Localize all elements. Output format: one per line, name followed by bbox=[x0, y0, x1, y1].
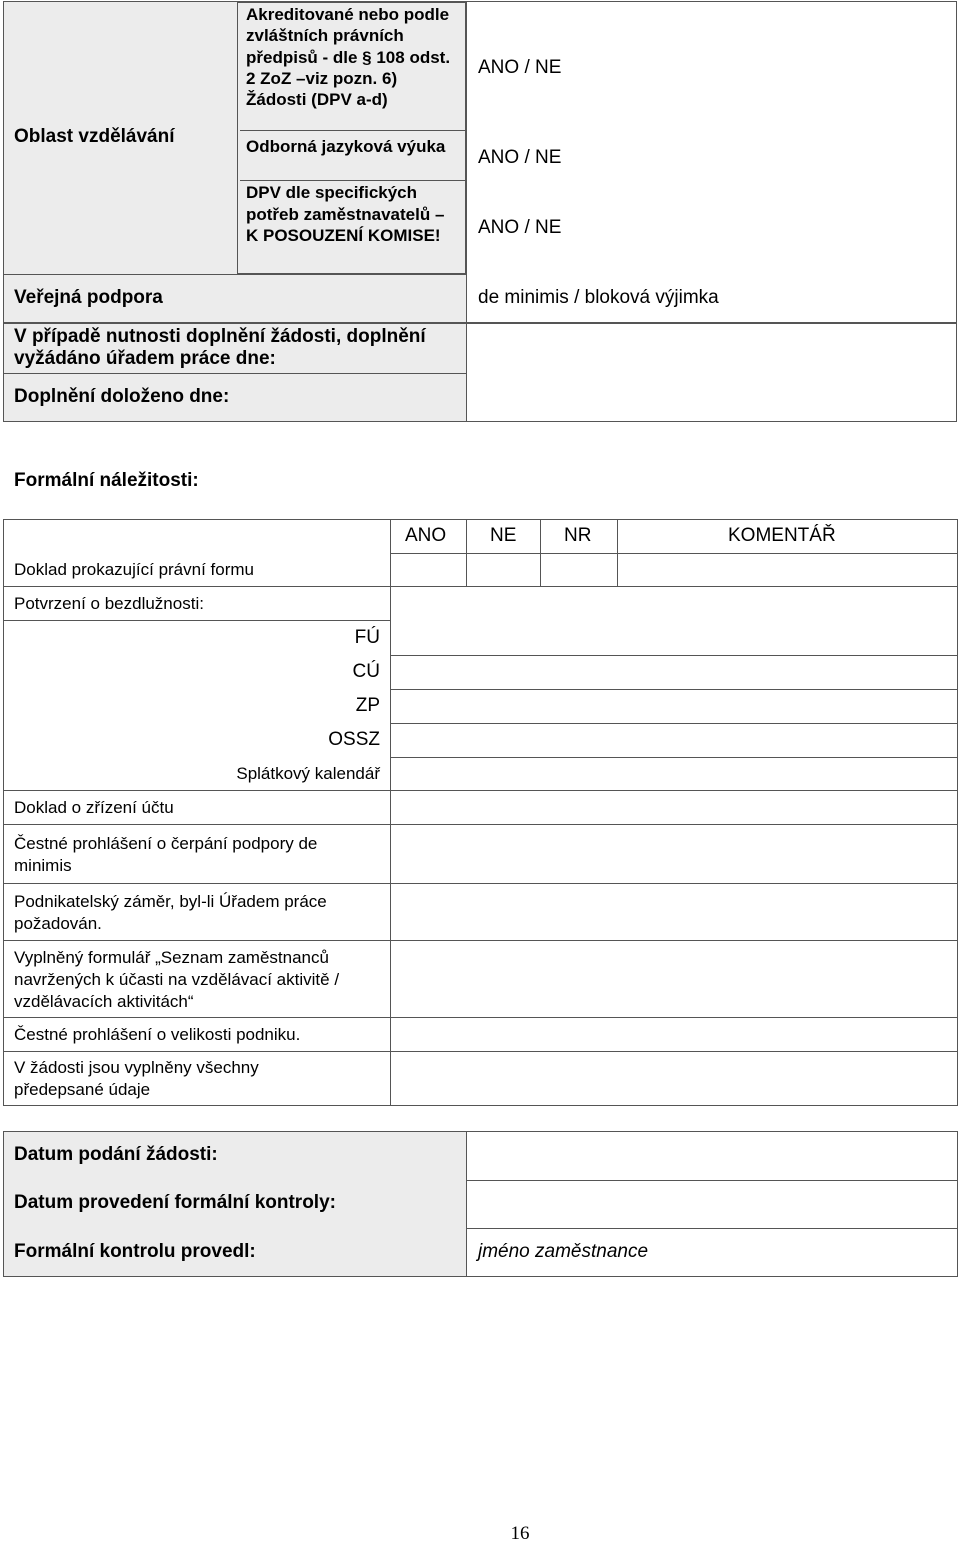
divider bbox=[4, 620, 390, 621]
area-answer-2[interactable]: ANO / NE bbox=[478, 147, 562, 168]
divider bbox=[4, 322, 957, 324]
divider bbox=[4, 1017, 958, 1018]
area-answer-1[interactable]: ANO / NE bbox=[478, 57, 562, 78]
row-company-size: Čestné prohlášení o velikosti podniku. bbox=[14, 1025, 301, 1044]
divider bbox=[4, 824, 958, 825]
divider bbox=[390, 689, 958, 690]
column-header-ano: ANO bbox=[405, 525, 447, 546]
page-number: 16 bbox=[510, 1523, 530, 1544]
divider bbox=[4, 940, 958, 941]
row-no-debt: Potvrzení o bezdlužnosti: bbox=[14, 594, 204, 613]
row-deminimis: Čestné prohlášení o čerpání podpory de minimis bbox=[14, 834, 318, 875]
row-cu: CÚ bbox=[352, 661, 380, 682]
area-option-language: Odborná jazyková výuka bbox=[246, 137, 446, 156]
divider bbox=[466, 1180, 958, 1181]
divider bbox=[4, 790, 958, 791]
divider bbox=[390, 757, 958, 758]
divider bbox=[240, 130, 466, 131]
divider bbox=[466, 1131, 467, 1277]
row-zp: ZP bbox=[355, 695, 380, 716]
row-employee-list: Vyplněný formulář „Seznam zaměstnanců navržených k účasti na vzdělávací aktivitě / vzdělávacích aktivitách“ bbox=[14, 948, 340, 1011]
divider bbox=[4, 1051, 958, 1052]
row-ossz: OSSZ bbox=[328, 729, 380, 750]
divider bbox=[4, 373, 466, 374]
divider bbox=[4, 883, 958, 884]
divider bbox=[466, 1, 467, 422]
supplement-request-label: V případě nutnosti doplnění žádosti, doplnění vyžádáno úřadem práce dne: bbox=[14, 326, 426, 369]
column-header-nr: NR bbox=[564, 525, 592, 546]
submission-date-label: Datum podání žádosti: bbox=[14, 1144, 218, 1165]
area-label: Oblast vzdělávání bbox=[14, 126, 175, 147]
row-fu: FÚ bbox=[354, 627, 380, 648]
column-header-ne: NE bbox=[490, 525, 517, 546]
divider bbox=[390, 655, 958, 656]
area-option-accredited: Akreditované nebo podle zvláštních právních předpisů - dle § 108 odst. 2 ZoZ –viz pozn. 6) Žádosti (DPV a-d) bbox=[246, 5, 451, 110]
checked-by-label: Formální kontrolu provedl: bbox=[14, 1241, 256, 1262]
divider bbox=[390, 723, 958, 724]
check-date-label: Datum provedení formální kontroly: bbox=[14, 1192, 336, 1213]
divider bbox=[240, 180, 466, 181]
row-legal-form: Doklad prokazující právní formu bbox=[14, 560, 254, 579]
row-installments: Splátkový kalendář bbox=[236, 764, 380, 783]
checked-by-value[interactable]: jméno zaměstnance bbox=[478, 1241, 649, 1262]
divider bbox=[4, 274, 466, 275]
divider bbox=[4, 586, 958, 587]
divider bbox=[466, 1228, 958, 1229]
row-business-plan: Podnikatelský záměr, byl-li Úřadem práce požadován. bbox=[14, 892, 327, 933]
formal-heading: Formální náležitosti: bbox=[14, 470, 199, 491]
area-answer-3[interactable]: ANO / NE bbox=[478, 217, 562, 238]
divider bbox=[390, 553, 958, 554]
row-account: Doklad o zřízení účtu bbox=[14, 798, 174, 817]
supplement-done-label: Doplnění doloženo dne: bbox=[14, 386, 230, 407]
row-all-filled: V žádosti jsou vyplněny všechny předepsané údaje bbox=[14, 1058, 259, 1099]
column-header-komentar: KOMENTÁŘ bbox=[728, 525, 836, 546]
support-label: Veřejná podpora bbox=[14, 287, 163, 308]
area-option-specific: DPV dle specifických potřeb zaměstnavatelů – K POSOUZENÍ KOMISE! bbox=[246, 183, 445, 245]
support-value[interactable]: de minimis / bloková výjimka bbox=[478, 287, 719, 308]
